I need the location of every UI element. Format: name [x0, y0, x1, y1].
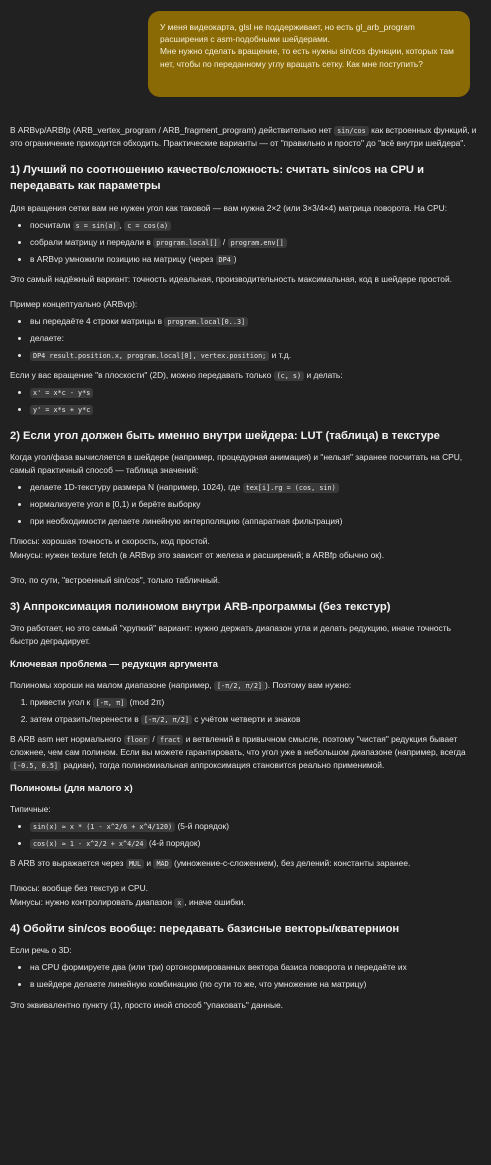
- text: в ARBvp умножили позицию на матрицу (через: [30, 253, 216, 264]
- bullet-list: [10, 481, 480, 528]
- text: Полиномы хороши на малом диапазоне (например,: [10, 680, 214, 691]
- text: радиан), тогда полиномиальная аппроксимация становится реально применимой.: [61, 760, 385, 771]
- paragraph: Это эквивалентно пункту (1), просто иной способ "упаковать" данные.: [10, 999, 283, 1010]
- paragraph: Плюсы: хорошая точность и скорость, код простой.: [10, 536, 210, 546]
- list-item: • нормализуете угол в [0,1) и берёте выборку: [30, 498, 480, 511]
- text: /: [220, 236, 228, 247]
- text: Если у вас вращение "в плоскости" (2D), можно передавать только: [10, 369, 274, 380]
- list-item: • в шейдере делаете линейную комбинацию (по сути то же, что умножение на матрицу): [30, 978, 480, 991]
- inline-code: sin(x) ≈ x * (1 - x^2/6 + x^4/120): [30, 822, 175, 832]
- list-item: [30, 349, 480, 362]
- text: (mod 2π): [127, 697, 165, 708]
- text: ): [233, 253, 237, 264]
- inline-code: program.local[0..3]: [164, 317, 248, 327]
- bullet-list: [10, 961, 480, 991]
- inline-code: [-0.5, 0.5]: [10, 761, 61, 771]
- paragraph: Это работает, но это самый "хрупкий" вариант: нужно держать диапазон угла и делать редукцию, иначе точность быстро деградирует.: [10, 623, 451, 647]
- paragraph: Для вращения сетки вам не нужен угол как таковой — вам нужна 2×2 (или 3×3/4×4) матрица поворота. На CPU:: [10, 202, 448, 213]
- subheading-reduction: Ключевая проблема — редукция аргумента: [10, 659, 218, 671]
- text: и делать:: [304, 369, 343, 380]
- text: посчитали: [30, 219, 73, 230]
- text: В ARBvp/ARBfp (ARB_vertex_program / ARB_fragment_program) действительно нет: [10, 125, 335, 135]
- list-item: [30, 332, 480, 345]
- list-item: [30, 315, 480, 328]
- text: делаете:: [30, 332, 64, 343]
- inline-code: tex[i].rg = (cos, sin): [243, 483, 339, 493]
- text: (4-й порядок): [146, 838, 201, 849]
- bullet-list: [10, 386, 480, 416]
- user-message-bubble: [148, 11, 470, 97]
- paragraph: [10, 733, 480, 772]
- inline-code: [-π/2, π/2]: [214, 681, 265, 691]
- list-item: • на CPU формируете два (или три) ортонормированных вектора базиса поворота и передаёте их: [30, 961, 480, 974]
- inline-code: x' = x*c - y*s: [30, 388, 93, 398]
- inline-code: [-π/2, π/2]: [141, 715, 192, 725]
- list-item: [30, 481, 480, 494]
- paragraph: [10, 896, 480, 909]
- inline-code: y' = x*s + y*c: [30, 405, 93, 415]
- text: делаете 1D-текстуру размера N (например, 1024), где: [30, 481, 243, 492]
- inline-code: s = sin(a): [73, 221, 120, 231]
- inline-code: DP4 result.position.x, program.local[0], vertex.position;: [30, 351, 269, 361]
- inline-code: [-π, π]: [93, 698, 128, 708]
- inline-code: sin/cos: [334, 126, 369, 136]
- bullet-list: [10, 315, 480, 362]
- paragraph: Это самый надёжный вариант: точность идеальная, производительность максимальная, код в шейдере простой.: [10, 273, 452, 284]
- paragraph: Минусы: нужен texture fetch (в ARBvp это зависит от железа и расширений; в ARBfp обычно ок).: [10, 550, 385, 561]
- inline-code: DP4: [216, 255, 234, 265]
- text: , иначе ошибки.: [184, 897, 246, 908]
- inline-code: x: [174, 898, 184, 908]
- list-item: • при необходимости делаете линейную интерполяцию (аппаратная фильтрация): [30, 515, 480, 528]
- inline-code: program.local[]: [153, 238, 220, 248]
- text: /: [150, 734, 157, 745]
- text: (умножение-с-сложением), без делений: константы заранее.: [171, 858, 411, 869]
- paragraph: Это, по сути, "встроенный sin/cos", только табличный.: [10, 575, 221, 586]
- inline-code: MUL: [126, 859, 144, 869]
- bullet-list: [10, 820, 480, 850]
- numbered-list: [10, 696, 480, 726]
- text: (5-й порядок): [175, 821, 229, 832]
- text: ). Поэтому вам нужно:: [265, 680, 352, 691]
- text: вы передаёте 4 строки матрицы в: [30, 315, 165, 326]
- list-item: [30, 837, 480, 850]
- text: как встроенных функций, и это ограничение приходится обходить. Практические варианты — от "правильно и просто" до "всё внутри шейдера".: [10, 125, 477, 149]
- text: затем отразить/перенести в: [30, 714, 141, 725]
- inline-code: program.env[]: [228, 238, 287, 248]
- paragraph: [10, 369, 480, 382]
- inline-code: floor: [124, 735, 150, 745]
- text: и: [144, 858, 154, 869]
- paragraph: [10, 679, 480, 692]
- text: и ветвлений в привычном смысле, поэтому "чистая" редукция бывает сложнее, чем сам полином. Если вы можете гарантировать, что угол уже в небольшом диапазоне (например, всегда: [10, 734, 466, 758]
- paragraph: Плюсы: вообще без текстур и CPU.: [10, 883, 149, 894]
- list-item: [30, 236, 480, 249]
- inline-code: c = cos(a): [124, 221, 171, 231]
- list-item: [30, 403, 480, 416]
- paragraph: Типичные:: [10, 804, 51, 815]
- section-heading-3: 3) Аппроксимация полиномом внутри ARB-программы (без текстур): [10, 601, 391, 614]
- paragraph: Когда угол/фаза вычисляется в шейдере (например, процедурная анимация) и "нельзя" заранее посчитать на CPU, самый практичный способ — таблица значений:: [10, 451, 463, 475]
- text: В ARB asm нет нормального: [10, 734, 124, 745]
- list-item: [30, 253, 480, 266]
- assistant-message: [10, 124, 480, 1021]
- text: собрали матрицу и передали в: [30, 236, 154, 247]
- inline-code: MAD: [153, 859, 171, 869]
- list-item: [30, 386, 480, 399]
- user-message-line: Мне нужно сделать вращение, то есть нужны sin/cos функции, которых там нет, чтобы по переданному углу вращать сетку. Как мне поступить?: [160, 46, 454, 69]
- text: В ARB это выражается через: [10, 858, 126, 869]
- intro-paragraph: [10, 124, 480, 150]
- text: Минусы: нужно контролировать диапазон: [10, 897, 175, 908]
- section-heading-2: 2) Если угол должен быть именно внутри шейдера: LUT (таблица) в текстуре: [10, 429, 440, 442]
- text: с учётом четверти и знаков: [191, 714, 301, 725]
- list-item: [30, 713, 480, 726]
- text: ,: [119, 219, 125, 230]
- list-item: [30, 820, 480, 833]
- subheading-polynomials: Полиномы (для малого x): [10, 783, 133, 795]
- list-item: [30, 219, 480, 232]
- bullet-list: [10, 219, 480, 266]
- list-item: [30, 696, 480, 709]
- paragraph: Если речь о 3D:: [10, 945, 72, 956]
- user-message-line: У меня видеокарта, glsl не поддерживает, но есть gl_arb_program расширения с asm-подобными шейдерами.: [160, 22, 415, 45]
- inline-code: fract: [157, 735, 183, 745]
- inline-code: cos(x) ≈ 1 - x^2/2 + x^4/24: [30, 839, 147, 849]
- inline-code: (c, s): [274, 371, 305, 381]
- paragraph: Пример концептуально (ARBvp):: [10, 298, 138, 309]
- text: привести угол к: [30, 697, 93, 708]
- text: и т.д.: [269, 349, 292, 360]
- section-heading-1: 1) Лучший по соотношению качество/сложность: считать sin/cos на CPU и передавать как параметры: [10, 164, 424, 193]
- section-heading-4: 4) Обойти sin/cos вообще: передавать базисные векторы/кватернион: [10, 923, 400, 936]
- paragraph: [10, 857, 480, 870]
